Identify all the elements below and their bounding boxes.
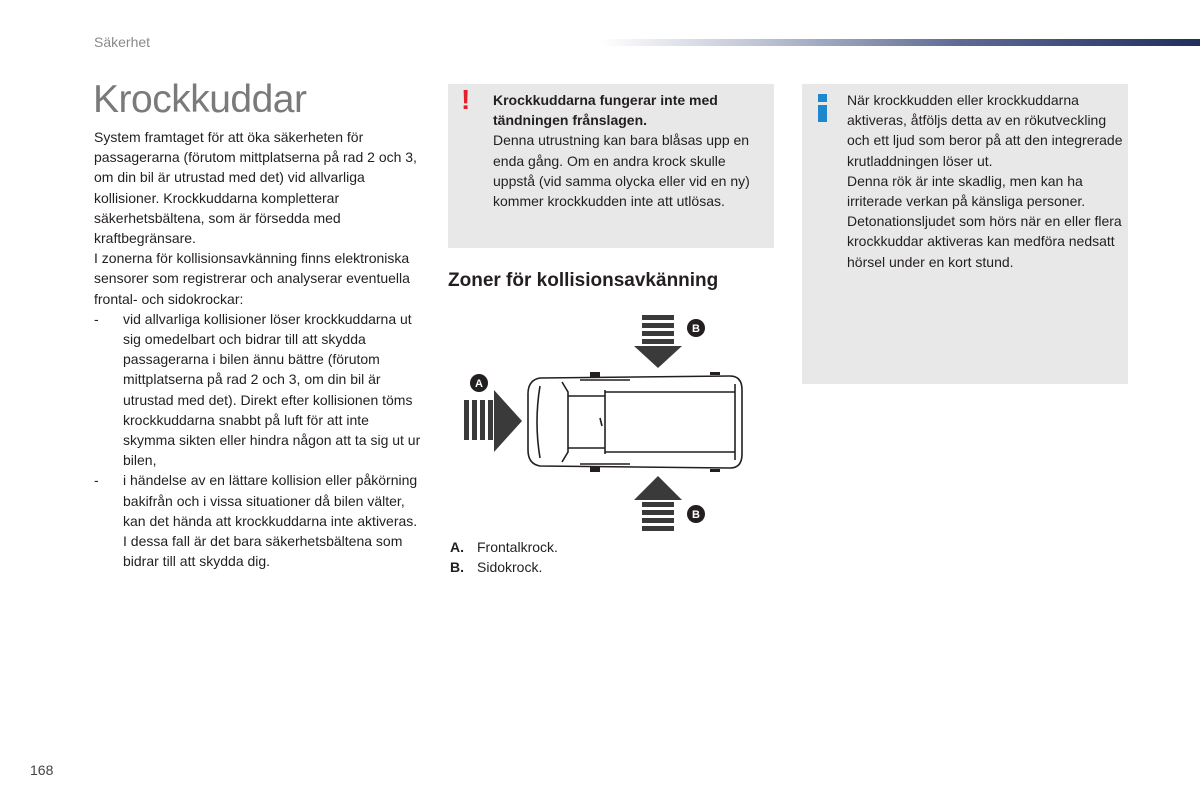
page-number: 168 <box>30 762 54 778</box>
warning-body: Denna utrustning kan bara blåsas upp en enda gång. Om en andra krock skulle uppstå (vid samma olycka eller vid en ny) kommer krockkudden inte att utlösas. <box>493 132 750 210</box>
warning-heading: Krockkuddarna fungerar inte med tändningen frånslagen. <box>493 92 718 129</box>
intro-paragraph: I zonerna för kollisionsavkänning finns elektroniska sensorer som registrerar och analyserar eventuella frontal- och sidokrockar: <box>94 250 410 307</box>
side-impact-arrow-top <box>634 315 682 368</box>
info-paragraph: När krockkudden eller krockkuddarna aktiveras, åtföljs detta av en rökutveckling och ett ljud som beror på att den integrerade krutladdningen löser ut. <box>847 92 1123 169</box>
info-box <box>802 84 1128 384</box>
car-top-view <box>528 376 742 468</box>
legend-text: Sidokrock. <box>477 559 543 576</box>
svg-text:B: B <box>692 509 700 521</box>
warning-exclamation-icon: ! <box>461 84 471 115</box>
header-gradient-bar <box>600 39 1200 46</box>
info-icon <box>818 94 827 122</box>
svg-text:A: A <box>475 378 483 390</box>
legend-key: A. <box>450 539 464 555</box>
side-impact-arrow-bottom <box>634 476 682 531</box>
legend-key: B. <box>450 559 464 576</box>
info-paragraph: Denna rök är inte skadlig, men kan ha irriterade verkan på känsliga personer. <box>847 172 1086 210</box>
label-b-top-icon <box>687 319 705 337</box>
list-item <box>94 470 424 571</box>
label-a-icon <box>470 374 488 392</box>
info-paragraph: Detonationsljudet som hörs när en eller flera krockkuddar aktiveras kan medföra nedsatt hörsel under en kort stund. <box>847 213 1122 270</box>
intro-text <box>94 127 424 571</box>
legend-item <box>450 557 558 577</box>
page-title: Krockkuddar <box>93 78 307 121</box>
info-text <box>847 90 1125 272</box>
svg-text:B: B <box>692 323 700 335</box>
bullet-dash: - <box>94 310 99 327</box>
section-label: Säkerhet <box>94 34 151 50</box>
legend-item <box>450 537 558 557</box>
warning-box <box>448 84 774 248</box>
intro-paragraph: System framtaget för att öka säkerheten för passagerarna (förutom mittplatserna på rad 2 och 3, om din bil är utrustad med det) vid allvarliga kollisioner. Krockkuddarna kompletterar säkerhetsbältena, som är försedda med kraftbegränsare. <box>94 129 417 247</box>
warning-text <box>493 90 769 211</box>
list-item-text: i händelse av en lättare kollision eller påkörning bakifrån och i vissa situationer då bilen välter, kan det hända att krockkuddarna inte aktiveras. I dessa fall är det bara säkerhetsbältena som bidrar till att skydda dig. <box>123 472 418 570</box>
zones-heading: Zoner för kollisionsavkänning <box>448 270 719 291</box>
diagram-legend <box>450 537 558 577</box>
bullet-list <box>94 309 424 572</box>
list-item <box>94 309 424 471</box>
bullet-dash: - <box>94 472 99 489</box>
collision-zones-diagram <box>450 300 770 540</box>
frontal-impact-arrow <box>464 390 522 452</box>
legend-text: Frontalkrock. <box>477 539 558 555</box>
list-item-text: vid allvarliga kollisioner löser krockkuddarna ut sig omedelbart och bidrar till att skydda passagerarna i bilen ännu bättre (förutom mittplatserna på rad 2 och 3, om din bil är utrustad med det). Direkt efter kollisionen töms krockkuddarna snabbt på luft för att inte skymma sikten eller hindra någon att ta sig ut ur bilen, <box>123 310 421 469</box>
label-b-bottom-icon <box>687 505 705 523</box>
car-mirrors <box>590 372 720 472</box>
